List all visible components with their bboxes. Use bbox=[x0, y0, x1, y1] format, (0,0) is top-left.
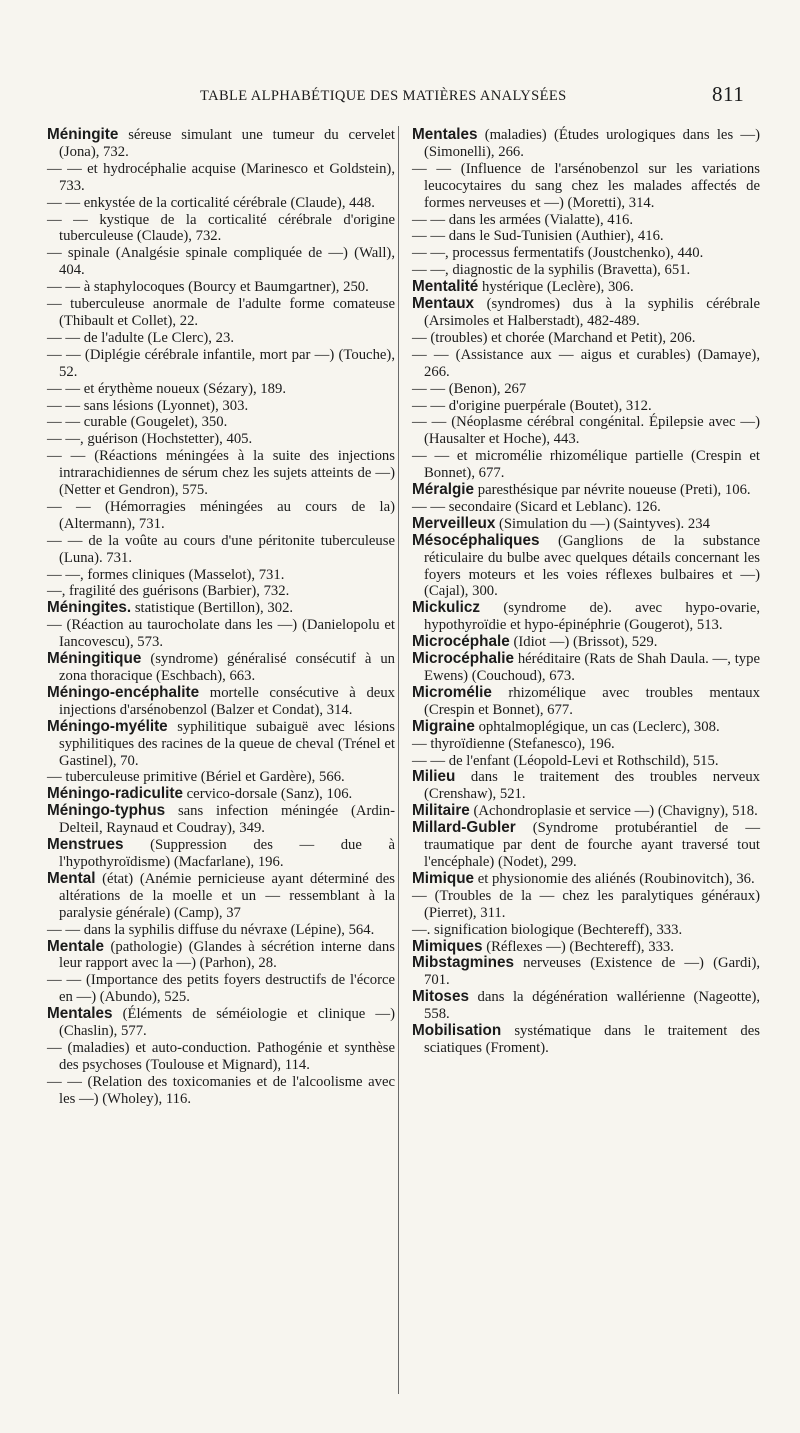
entry-text: — — sans lésions (Lyonnet), 303. bbox=[47, 397, 249, 414]
entry-text: nerveuses (Existence de —) (Gardi), 701. bbox=[424, 955, 761, 989]
column-divider bbox=[398, 126, 399, 1394]
index-entry bbox=[47, 279, 395, 296]
index-entry bbox=[47, 381, 395, 398]
index-entry bbox=[412, 516, 760, 533]
entry-text: — —, processus fermentatifs (Joustchenko), 440. bbox=[412, 245, 704, 262]
index-entry bbox=[47, 212, 395, 246]
index-entry bbox=[47, 1040, 395, 1074]
index-entry bbox=[47, 499, 395, 533]
entry-text: statistique (Bertillon), 302. bbox=[134, 600, 294, 617]
entry-text: — (maladies) et auto-conduction. Pathogénie et synthèse des psychoses (Toulouse et Mignard), 114. bbox=[47, 1039, 395, 1073]
entry-text: — spinale (Analgésie spinale compliquée de —) (Wall), 404. bbox=[47, 245, 395, 279]
entry-text: — tuberculeuse primitive (Bériel et Gardère), 566. bbox=[47, 769, 345, 786]
entry-text: (Simulation du —) (Saintyves). 234 bbox=[499, 515, 710, 532]
entry-text: héréditaire (Rats de Shah Daula. —, type Ewens) (Couchoud), 673. bbox=[424, 651, 760, 684]
entry-text: — — d'origine puerpérale (Boutet), 312. bbox=[412, 397, 652, 414]
index-entry bbox=[412, 736, 760, 753]
index-entry bbox=[412, 1023, 760, 1057]
index-entry bbox=[412, 212, 760, 229]
index-entry bbox=[412, 888, 760, 922]
entry-headword: Militaire bbox=[412, 802, 470, 820]
index-entry bbox=[412, 634, 760, 651]
index-entry bbox=[47, 871, 395, 922]
entry-text: — — dans la syphilis diffuse du névraxe (Lépine), 564. bbox=[47, 921, 375, 938]
entry-headword: Microcéphalie bbox=[412, 650, 515, 668]
index-entry bbox=[47, 786, 395, 803]
entry-headword: Milieu bbox=[412, 768, 456, 786]
index-entry bbox=[47, 651, 395, 685]
index-entry bbox=[412, 769, 760, 803]
index-entry bbox=[412, 955, 760, 989]
index-entry bbox=[412, 753, 760, 770]
left-column bbox=[47, 127, 395, 1108]
entry-text: paresthésique par névrite noueuse (Preti), 106. bbox=[477, 482, 751, 499]
index-entry bbox=[412, 330, 760, 347]
entry-headword: Mésocéphaliques bbox=[412, 531, 540, 549]
entry-headword: Mickulicz bbox=[412, 599, 481, 617]
entry-headword: Microcéphale bbox=[412, 633, 510, 651]
index-entry bbox=[47, 769, 395, 786]
entry-text: — — (Importance des petits foyers destructifs de l'écorce en —) (Abundo), 525. bbox=[47, 972, 395, 1006]
entry-headword: Mitoses bbox=[412, 988, 469, 1006]
page-number: 811 bbox=[712, 82, 745, 106]
entry-headword: Méningo-typhus bbox=[47, 802, 166, 820]
index-entry bbox=[412, 600, 760, 634]
entry-text: (pathologie) (Glandes à sécrétion interne dans leur rapport avec la —) (Parhon), 28. bbox=[59, 938, 395, 972]
entry-text: séreuse simulant une tumeur du cervelet (Jona), 732. bbox=[59, 127, 396, 160]
index-entry bbox=[47, 161, 395, 195]
index-entry bbox=[412, 499, 760, 516]
entry-text: — — dans les armées (Vialatte), 416. bbox=[412, 211, 633, 228]
index-entry bbox=[47, 330, 395, 347]
entry-text: rhizomélique avec troubles mentaux (Crespin et Bonnet), 677. bbox=[424, 684, 760, 718]
index-entry bbox=[412, 245, 760, 262]
entry-text: — — et hydrocéphalie acquise (Marinesco et Goldstein), 733. bbox=[47, 160, 395, 194]
index-entry bbox=[412, 161, 760, 212]
entry-text: — — (Réactions méningées à la suite des injections intrarachidiennes de sérum chez les sujets atteints de —) (Netter et Gendron), 575. bbox=[47, 448, 395, 499]
entry-text: — — et micromélie rhizomélique partielle (Crespin et Bonnet), 677. bbox=[412, 448, 760, 482]
entry-headword: Mentales bbox=[47, 1005, 113, 1023]
entry-headword: Méningo-myélite bbox=[47, 717, 168, 735]
index-entry bbox=[47, 127, 395, 161]
right-column bbox=[412, 127, 760, 1057]
entry-text: — — curable (Gougelet), 350. bbox=[47, 414, 228, 431]
entry-text: (Suppression des — due à l'hypothyroïdisme) (Macfarlane), 196. bbox=[59, 837, 395, 870]
running-header bbox=[0, 78, 800, 110]
entry-text: (Éléments de séméiologie et clinique —) (Chaslin), 577. bbox=[59, 1006, 395, 1040]
index-entry bbox=[412, 685, 760, 719]
entry-text: et physionomie des aliénés (Roubinovitch), 36. bbox=[477, 870, 755, 887]
entry-text: (syndrome) généralisé consécutif à un zona thoracique (Eschbach), 663. bbox=[59, 651, 396, 684]
entry-text: mortelle consécutive à deux injections d'arsénobenzol (Balzer et Condat), 314. bbox=[59, 684, 396, 718]
entry-headword: Mimique bbox=[412, 869, 475, 887]
entry-text: — — (Benon), 267 bbox=[412, 380, 527, 397]
index-entry bbox=[47, 922, 395, 939]
index-entry bbox=[412, 939, 760, 956]
entry-text: — —, guérison (Hochstetter), 405. bbox=[47, 431, 253, 448]
index-entry bbox=[47, 685, 395, 719]
entry-text: — — (Diplégie cérébrale infantile, mort par —) (Touche), 52. bbox=[47, 346, 395, 380]
index-entry bbox=[412, 719, 760, 736]
entry-text: (Syndrome protubérantiel de — traumatique par dent de fourche ayant traversé tout l'encéphale) (Nodet), 299. bbox=[424, 820, 761, 870]
entry-text: (Achondroplasie et service —) (Chavigny), 518. bbox=[473, 803, 758, 820]
entry-text: syphilitique subaiguë avec lésions syphilitiques des racines de la queue de cheval (Trénel et Gastinel), 70. bbox=[59, 718, 395, 769]
entry-text: — tuberculeuse anormale de l'adulte forme comateuse (Thibault et Collet), 22. bbox=[47, 296, 395, 329]
index-entry bbox=[412, 989, 760, 1023]
index-entry bbox=[412, 533, 760, 601]
entry-headword: Mentales bbox=[412, 126, 478, 143]
index-entry bbox=[412, 347, 760, 381]
index-entry bbox=[412, 871, 760, 888]
entry-text: sans infection méningée (Ardin-Delteil, Raynaud et Coudray), 349. bbox=[59, 803, 396, 837]
entry-headword: Méningo-radiculite bbox=[47, 785, 183, 803]
index-entry bbox=[47, 414, 395, 431]
entry-text: (Idiot —) (Brissot), 529. bbox=[513, 634, 658, 651]
entry-headword: Mobilisation bbox=[412, 1022, 502, 1040]
entry-text: — — (Relation des toxicomanies et de l'alcoolisme avec les —) (Wholey), 116. bbox=[47, 1073, 395, 1107]
entry-text: hystérique (Leclère), 306. bbox=[481, 279, 634, 296]
index-entry bbox=[47, 617, 395, 651]
index-entry bbox=[412, 803, 760, 820]
index-entry bbox=[47, 972, 395, 1006]
entry-text: — thyroïdienne (Stefanesco), 196. bbox=[412, 735, 615, 752]
entry-text: cervico-dorsale (Sanz), 106. bbox=[186, 786, 353, 803]
index-entry bbox=[412, 820, 760, 871]
entry-headword: Menstrues bbox=[47, 836, 124, 854]
entry-headword: Mentale bbox=[47, 937, 104, 955]
index-entry bbox=[47, 431, 395, 448]
entry-text: — —, diagnostic de la syphilis (Bravetta), 651. bbox=[412, 262, 691, 279]
entry-text: — — et érythème noueux (Sézary), 189. bbox=[47, 380, 287, 397]
index-entry bbox=[47, 803, 395, 837]
entry-headword: Millard-Gubler bbox=[412, 819, 516, 837]
entry-headword: Méningo-encéphalite bbox=[47, 683, 200, 701]
entry-headword: Mentalité bbox=[412, 278, 479, 296]
index-entry bbox=[47, 837, 395, 871]
entry-text: — — dans le Sud-Tunisien (Authier), 416. bbox=[412, 228, 664, 245]
entry-headword: Mentaux bbox=[412, 295, 475, 313]
entry-text: —, fragilité des guérisons (Barbier), 732. bbox=[47, 583, 290, 600]
entry-headword: Méningitique bbox=[47, 650, 142, 668]
entry-text: — — à staphylocoques (Bourcy et Baumgartner), 250. bbox=[47, 279, 369, 296]
index-entry bbox=[47, 600, 395, 617]
entry-headword: Mimiques bbox=[412, 937, 483, 955]
index-entry bbox=[412, 414, 760, 448]
entry-headword: Mental bbox=[47, 869, 96, 887]
index-entry bbox=[47, 245, 395, 279]
index-entry bbox=[47, 448, 395, 499]
entry-text: — (troubles) et chorée (Marchand et Petit), 206. bbox=[412, 329, 696, 346]
entry-text: — — secondaire (Sicard et Leblanc). 126. bbox=[412, 498, 661, 515]
entry-text: systématique dans le traitement des sciatiques (Froment). bbox=[424, 1023, 761, 1056]
index-entry bbox=[47, 347, 395, 381]
entry-text: dans le traitement des troubles nerveux (Crenshaw), 521. bbox=[424, 769, 761, 803]
entry-text: — — kystique de la corticalité cérébrale d'origine tuberculeuse (Claude), 732. bbox=[47, 211, 395, 245]
entry-headword: Méningite bbox=[47, 126, 119, 143]
index-entry bbox=[412, 296, 760, 330]
entry-text: (syndromes) dus à la syphilis cérébrale (Arsimoles et Halberstadt), 482-489. bbox=[424, 296, 761, 329]
index-entry bbox=[47, 195, 395, 212]
entry-text: — — (Influence de l'arsénobenzol sur les variations leucocytaires du sang chez les malades affectés de formes nerveuses et —) (Moretti), 314. bbox=[412, 160, 760, 211]
index-entry bbox=[412, 651, 760, 685]
index-entry bbox=[47, 398, 395, 415]
entry-text: (Ganglions de la substance réticulaire du bulbe avec quelques détails concernant les foyers moteurs et les voies réflexes bulbaires et —) (Cajal), 300. bbox=[424, 532, 760, 600]
entry-headword: Migraine bbox=[412, 717, 475, 735]
entry-headword: Micromélie bbox=[412, 683, 492, 701]
index-entry bbox=[47, 1006, 395, 1040]
entry-headword: Mibstagmines bbox=[412, 954, 514, 972]
index-entry bbox=[412, 262, 760, 279]
entry-text: — — de l'adulte (Le Clerc), 23. bbox=[47, 329, 234, 346]
entry-text: — — enkystée de la corticalité cérébrale (Claude), 448. bbox=[47, 194, 375, 211]
index-entry bbox=[47, 939, 395, 973]
entry-text: — — (Assistance aux — aigus et curables) (Damaye), 266. bbox=[412, 346, 760, 380]
entry-text: — — de l'enfant (Léopold-Levi et Rothschild), 515. bbox=[412, 752, 719, 769]
entry-headword: Merveilleux bbox=[412, 514, 496, 532]
index-entry bbox=[412, 127, 760, 161]
entry-text: — (Troubles de la — chez les paralytiques généraux) (Pierret), 311. bbox=[412, 887, 760, 921]
entry-text: — (Réaction au taurocholate dans les —) (Danielopolu et Iancovescu), 573. bbox=[47, 617, 395, 651]
entry-text: — — (Hémorragies méningées au cours de la) (Altermann), 731. bbox=[47, 498, 395, 532]
entry-text: dans la dégénération wallérienne (Nageotte), 558. bbox=[424, 989, 761, 1023]
entry-headword: Méningites. bbox=[47, 599, 132, 617]
index-entry bbox=[412, 398, 760, 415]
entry-headword: Méralgie bbox=[412, 481, 475, 499]
index-entry bbox=[47, 533, 395, 567]
index-entry bbox=[47, 296, 395, 330]
entry-text: ophtalmoplégique, un cas (Leclerc), 308. bbox=[478, 718, 720, 735]
index-entry bbox=[412, 279, 760, 296]
index-entry bbox=[47, 719, 395, 770]
entry-text: (syndrome de). avec hypo-ovarie, hypothyroïdie et hypo-épinéphrie (Gougerot), 513. bbox=[424, 600, 761, 634]
entry-text: — — (Néoplasme cérébral congénital. Épilepsie avec —) (Hausalter et Hoche), 443. bbox=[412, 414, 760, 448]
index-entry bbox=[412, 448, 760, 482]
entry-text: (état) (Anémie pernicieuse ayant déterminé des altérations de la moelle et un — ressemblant à la paralysie générale) (Camp), 37 bbox=[59, 870, 395, 921]
index-entry bbox=[412, 482, 760, 499]
entry-text: — —, formes cliniques (Masselot), 731. bbox=[47, 566, 285, 583]
index-entry bbox=[47, 1074, 395, 1108]
index-entry bbox=[412, 922, 760, 939]
index-entry bbox=[47, 567, 395, 584]
entry-text: — — de la voûte au cours d'une péritonite tuberculeuse (Luna). 731. bbox=[47, 532, 395, 566]
entry-text: (maladies) (Études urologiques dans les —) (Simonelli), 266. bbox=[424, 127, 760, 160]
entry-text: (Réflexes —) (Bechtereff), 333. bbox=[486, 938, 674, 955]
index-entry bbox=[412, 228, 760, 245]
index-entry bbox=[47, 583, 395, 600]
index-entry bbox=[412, 381, 760, 398]
entry-text: —. signification biologique (Bechtereff), 333. bbox=[412, 921, 683, 938]
header-title: TABLE ALPHABÉTIQUE DES MATIÈRES ANALYSÉES bbox=[200, 88, 567, 104]
